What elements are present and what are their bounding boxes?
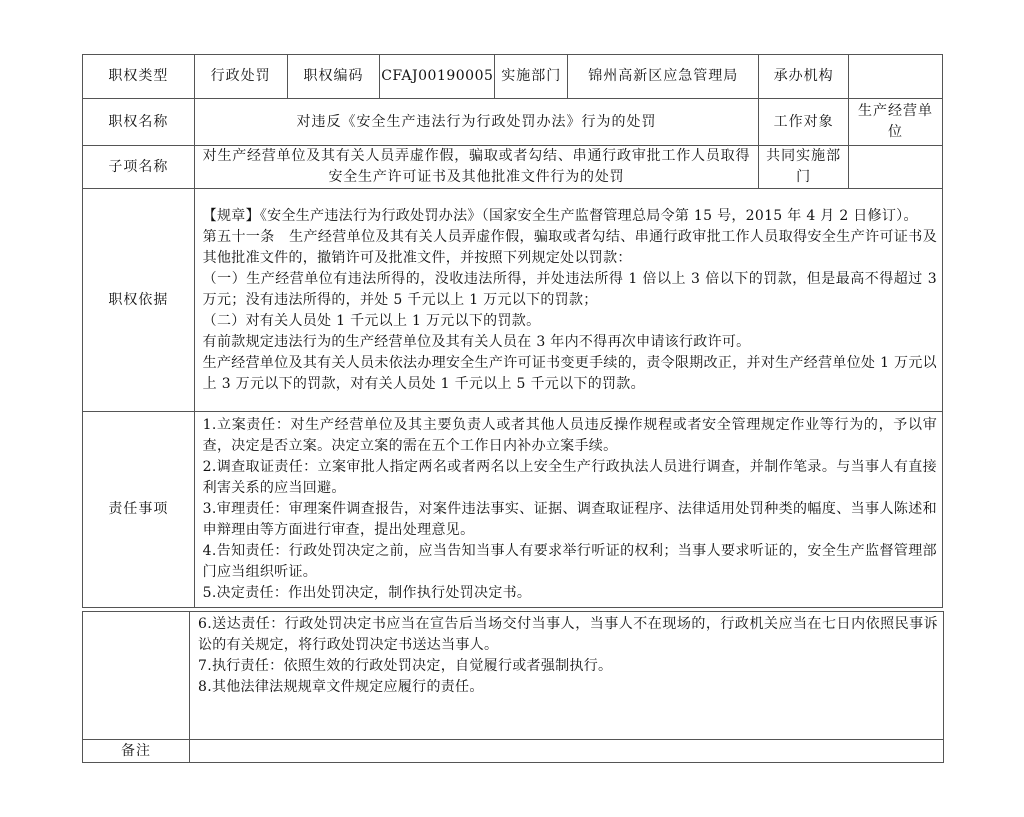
basis-paragraph-clause-1: （一）生产经营单位有违法所得的，没收违法所得，并处违法所得 1 倍以上 3 倍以下的罚款，但是最高不得超过 3 万元；没有违法所得的，并处 5 千元以上 1 万元以下的罚款；: [202, 270, 937, 308]
value-implementing-dept: 锦州高新区应急管理局: [568, 55, 759, 99]
label-work-target: 工作对象: [759, 99, 849, 146]
value-authority-name: 对违反《安全生产违法行为行政处罚办法》行为的处罚: [194, 99, 759, 146]
basis-paragraph-article: 第五十一条 生产经营单位及其有关人员弄虚作假，骗取或者勾结、串通行政审批工作人员取得安全生产许可证书及其他批准文件的，撤销许可及批准文件，并按照下列规定处以罚款：: [202, 228, 937, 266]
label-handling-org: 承办机构: [759, 55, 849, 99]
subitem-row: [83, 146, 943, 189]
remark-row: [83, 740, 944, 763]
value-work-target: 生产经营单位: [849, 99, 943, 146]
label-implementing-dept: 实施部门: [495, 55, 568, 99]
value-authority-type: 行政处罚: [194, 55, 287, 99]
basis-paragraph-change: 生产经营单位及其有关人员未依法办理安全生产许可证书变更手续的，责令限期改正，并对生产经营单位处 1 万元以上 3 万元以下的罚款，对有关人员处 1 千元以上 5 千元以下的罚款。: [202, 354, 937, 392]
name-row: [83, 99, 943, 146]
authority-table-upper: [82, 54, 943, 608]
responsibility-item-notice: 4.告知责任：行政处罚决定之前，应当告知当事人有要求举行听证的权利；当事人要求听证的，安全生产监督管理部门应当组织听证。: [202, 543, 937, 580]
basis-paragraph-regulation: 【规章】《安全生产违法行为行政处罚办法》（国家安全生产监督管理总局令第 15 号，2015 年 4 月 2 日修订）。: [202, 207, 918, 224]
responsibility-item-review: 3.审理责任：审理案件调查报告，对案件违法事实、证据、调查取证程序、法律适用处罚种类的幅度、当事人陈述和申辩理由等方面进行审查，提出处理意见。: [202, 501, 937, 538]
value-joint-dept: [849, 146, 943, 189]
value-handling-org: [849, 55, 943, 99]
value-subitem-name: 对生产经营单位及其有关人员弄虚作假，骗取或者勾结、串通行政审批工作人员取得安全生产许可证书及其他批准文件行为的处罚: [194, 146, 759, 189]
responsibility-continued-content: [190, 612, 944, 740]
basis-row: [83, 189, 943, 412]
responsibility-continued-row: [83, 612, 944, 740]
label-responsibility: 责任事项: [83, 412, 195, 608]
responsibility-item-execution: 7.执行责任：依照生效的行政处罚决定，自觉履行或者强制执行。: [198, 658, 613, 674]
label-authority-name: 职权名称: [83, 99, 195, 146]
basis-content: [194, 189, 942, 412]
label-joint-dept: 共同实施部门: [759, 146, 849, 189]
label-subitem-name: 子项名称: [83, 146, 195, 189]
responsibility-item-delivery: 6.送达责任：行政处罚决定书应当在宣告后当场交付当事人，当事人不在现场的，行政机关应当在七日内依照民事诉讼的有关规定，将行政处罚决定书送达当事人。: [198, 616, 938, 653]
basis-paragraph-clause-2: （二）对有关人员处 1 千元以上 1 万元以下的罚款。: [202, 312, 541, 329]
authority-table-lower: [82, 611, 944, 763]
responsibility-row: [83, 412, 943, 608]
value-remark: [190, 740, 944, 763]
responsibility-item-other: 8.其他法律法规规章文件规定应履行的责任。: [198, 679, 484, 695]
responsibility-item-decision: 5.决定责任：作出处罚决定，制作执行处罚决定书。: [202, 585, 532, 601]
responsibility-item-investigation: 2.调查取证责任：立案审批人指定两名或者两名以上安全生产行政执法人员进行调查，并制作笔录。与当事人有直接利害关系的应当回避。: [202, 459, 937, 496]
label-remark: 备注: [83, 740, 190, 763]
responsibility-item-filing: 1.立案责任：对生产经营单位及其主要负责人或者其他人员违反操作规程或者安全管理规定作业等行为的，予以审查，决定是否立案。决定立案的需在五个工作日内补办立案手续。: [202, 417, 937, 454]
header-row: [83, 55, 943, 99]
value-authority-code: CFAJ00190005: [380, 55, 495, 99]
basis-paragraph-restriction: 有前款规定违法行为的生产经营单位及其有关人员在 3 年内不得再次申请该行政许可。: [202, 333, 751, 350]
responsibility-continued-label-cell: [83, 612, 190, 740]
responsibility-content: [194, 412, 942, 608]
label-authority-basis: 职权依据: [83, 189, 195, 412]
label-authority-code: 职权编码: [287, 55, 380, 99]
label-authority-type: 职权类型: [83, 55, 195, 99]
